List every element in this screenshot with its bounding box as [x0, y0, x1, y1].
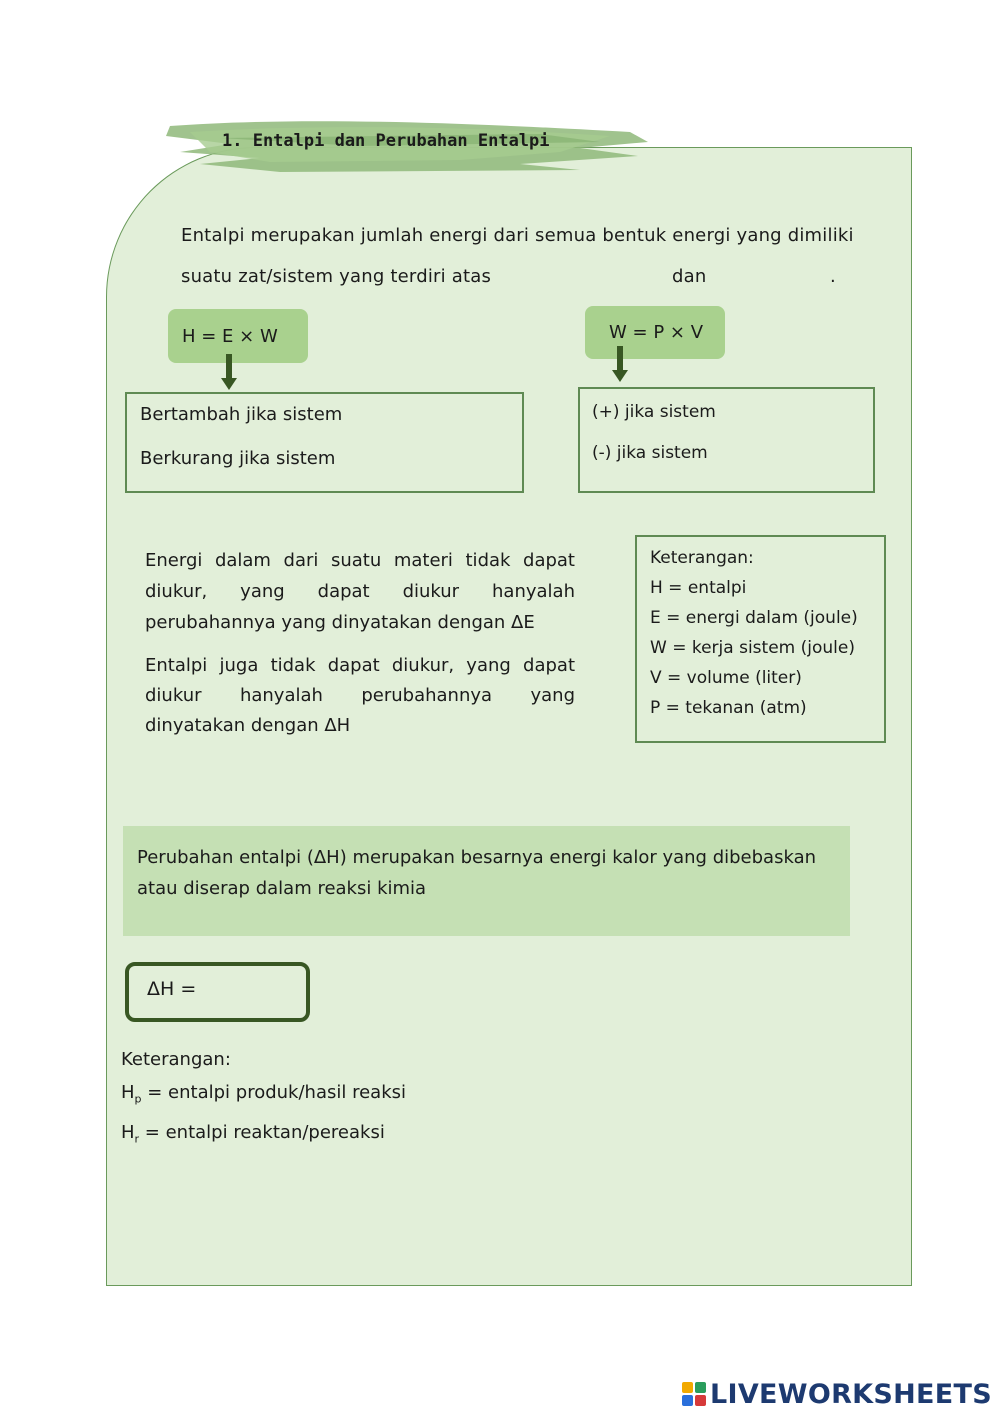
legend-item: E = energi dalam (joule) — [650, 608, 858, 628]
hp-text: = entalpi produk/hasil reaksi — [141, 1082, 406, 1103]
liveworksheets-logo-icon — [682, 1382, 706, 1406]
box-energi-line2: Berkurang jika sistem — [140, 448, 336, 469]
intro-and: dan — [672, 266, 707, 287]
hr-subscript: r — [134, 1132, 140, 1146]
arrow-down-icon — [220, 354, 238, 392]
delta-h-box — [125, 962, 310, 1022]
formula-w: W = P × V — [609, 322, 704, 343]
legend2-title: Keterangan: — [121, 1049, 231, 1070]
definition-highlight — [123, 826, 850, 936]
legend2-hp — [121, 1076, 406, 1116]
box-kerja-line1: (+) jika sistem — [592, 402, 716, 422]
legend-item: W = kerja sistem (joule) — [650, 638, 855, 658]
intro-line-2: suatu zat/sistem yang terdiri atas — [181, 266, 492, 287]
paragraph-entalpi: Entalpi juga tidak dapat diukur, yang dapat diukur hanyalah perubahannya yang dinyatakan dengan ΔH — [145, 655, 575, 736]
section-title: 1. Entalpi dan Perubahan Entalpi — [222, 131, 550, 151]
liveworksheets-brand — [682, 1374, 992, 1414]
legend-title: Keterangan: — [650, 548, 754, 568]
legend-item: H = entalpi — [650, 578, 747, 598]
intro-line-1: Entalpi merupakan jumlah energi dari semua bentuk energi yang dimiliki — [181, 225, 854, 246]
box-energi-line1: Bertambah jika sistem — [140, 404, 343, 425]
formula-h-pill — [168, 309, 308, 363]
hr-symbol: H — [121, 1121, 135, 1143]
box-kerja-line2: (-) jika sistem — [592, 443, 708, 463]
legend2-block — [121, 1043, 406, 1155]
legend-item: V = volume (liter) — [650, 668, 802, 688]
intro-end: . — [830, 266, 836, 287]
box-kerja — [578, 387, 875, 493]
delta-h-label: ΔH = — [147, 978, 197, 1000]
hr-text: = entalpi reaktan/pereaksi — [139, 1121, 385, 1143]
legend2-hr — [121, 1116, 406, 1156]
hp-subscript: p — [134, 1092, 142, 1106]
legend-box — [635, 535, 886, 743]
brand-name: LIVEWORKSHEETS — [709, 1378, 992, 1410]
hp-symbol: H — [121, 1082, 135, 1103]
formula-w-pill — [585, 306, 725, 359]
definition-text: Perubahan entalpi (ΔH) merupakan besarnya energi kalor yang dibebaskan atau diserap dalam reaksi kimia — [137, 847, 817, 899]
box-energi — [125, 392, 524, 493]
legend-item: P = tekanan (atm) — [650, 698, 807, 718]
formula-h: H = E × W — [182, 325, 278, 347]
arrow-down-icon — [611, 346, 629, 384]
paragraph-energi: Energi dalam dari suatu materi tidak dapat diukur, yang dapat diukur hanyalah perubahannya yang dinyatakan dengan ΔE — [145, 550, 575, 633]
